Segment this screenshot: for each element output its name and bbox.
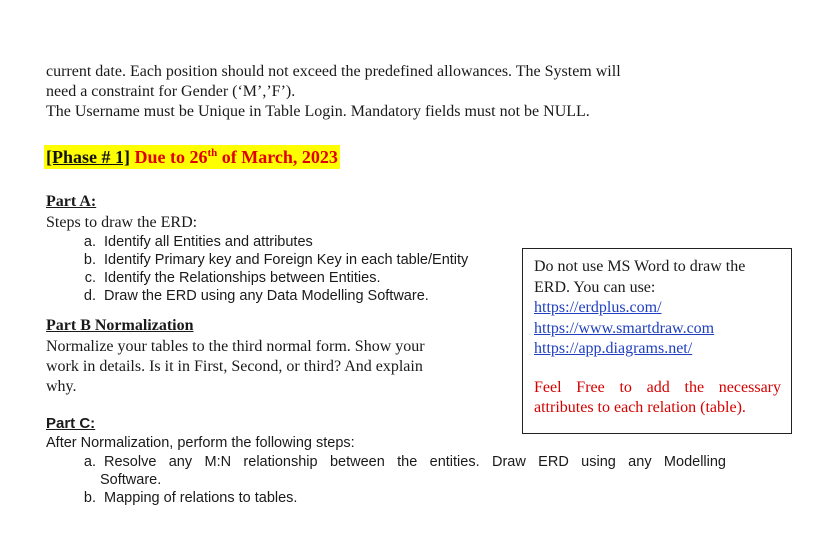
note-line-2: ERD. You can use: — [534, 278, 656, 296]
phase-heading — [44, 145, 340, 169]
note-box — [522, 248, 792, 434]
link-smartdraw[interactable]: https://www.smartdraw.com — [534, 319, 715, 337]
part-a-intro: Steps to draw the ERD: — [46, 214, 198, 231]
part-b-line-1: Normalize your tables to the third normal form. Show your — [46, 338, 425, 355]
part-b-heading: Part B Normalization — [46, 317, 194, 334]
intro-line-3: The Username must be Unique in Table Login. Mandatory fields must not be NULL. — [46, 103, 590, 120]
part-a-item-c: c. Identify the Relationships between Entities. — [84, 270, 381, 286]
part-b-line-3: why. — [46, 378, 77, 395]
part-a-item-b: b. Identify Primary key and Foreign Key in each table/Entity — [83, 252, 469, 268]
note-red-text: Feel Free to add the necessary attributes to each relation (table). — [534, 378, 781, 416]
part-c-item-a: a. Resolve any M:N relationship between the entities. Draw ERD using any Modelling — [83, 454, 726, 470]
part-a-item-d: d. Draw the ERD using any Data Modelling Software. — [83, 288, 429, 304]
intro-line-2: need a constraint for Gender (‘M’,’F’). — [46, 83, 296, 100]
note-line-1: Do not use MS Word to draw the — [534, 258, 746, 275]
part-c-heading: Part C: — [46, 415, 96, 432]
link-diagrams[interactable]: https://app.diagrams.net/ — [534, 340, 693, 357]
intro-line-1: current date. Each position should not exceed the predefined allowances. The System will — [46, 63, 621, 80]
link-erdplus[interactable]: https://erdplus.com/ — [534, 299, 662, 316]
phase-due-date: Due to 26th of March, 2023 — [134, 147, 338, 167]
part-c-item-b: b. Mapping of relations to tables. — [83, 490, 298, 506]
part-c-intro: After Normalization, perform the following steps: — [46, 435, 355, 451]
phase-label: [Phase # 1] — [46, 147, 130, 167]
part-c-item-a-cont: Software. — [100, 472, 162, 488]
part-a-heading: Part A: — [46, 193, 97, 210]
part-b-line-2: work in details. Is it in First, Second, or third? And explain — [46, 358, 423, 375]
part-a-item-a: a. Identify all Entities and attributes — [83, 234, 313, 250]
